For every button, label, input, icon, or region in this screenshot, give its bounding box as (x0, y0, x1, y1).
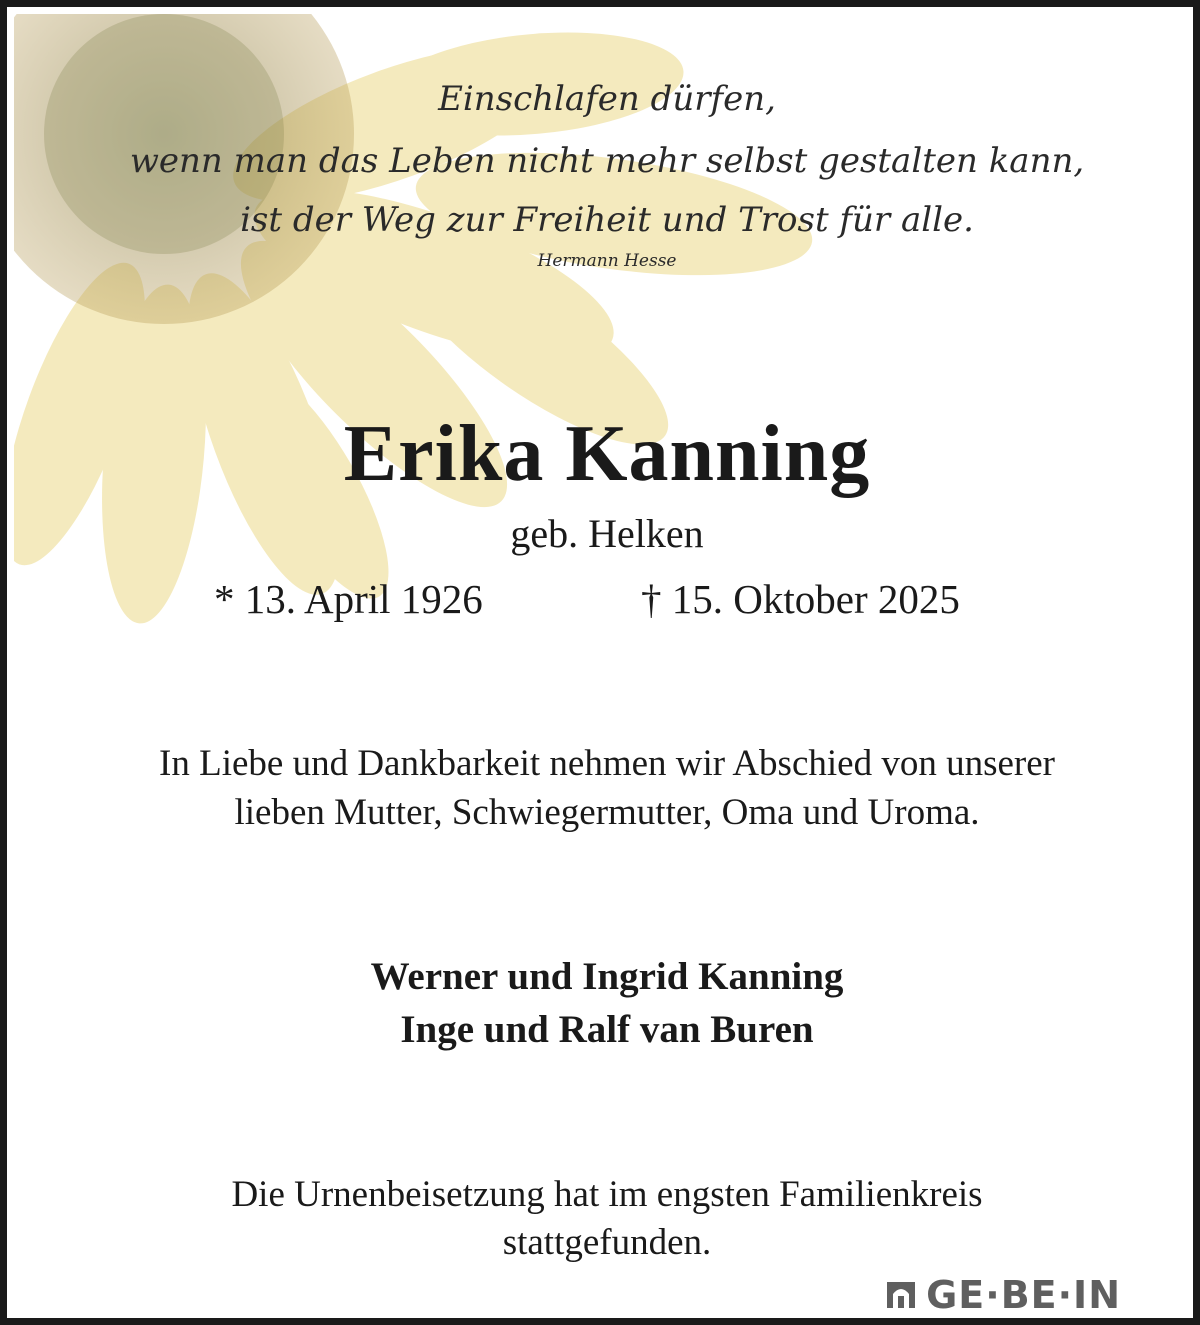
publisher-logo (870, 1272, 1135, 1318)
gebein-emblem-icon (884, 1278, 918, 1312)
publisher-logo-text: GE·BE·IN (926, 1273, 1121, 1317)
quote-author: Hermann Hesse (537, 251, 677, 271)
burial-notice-line-1: Die Urnenbeisetzung hat im engsten Familienkreis (231, 1174, 983, 1215)
quote-line-3: ist der Weg zur Freiheit und Trost für alle. (240, 200, 974, 240)
quote-line-2: wenn man das Leben nicht mehr selbst gestalten kann, (129, 141, 1085, 181)
deceased-name: Erika Kanning (343, 410, 871, 498)
farewell-message-line-2: lieben Mutter, Schwiegermutter, Oma und Uroma. (234, 792, 980, 833)
farewell-message-line-1: In Liebe und Dankbarkeit nehmen wir Abschied von unserer (159, 743, 1055, 784)
mourners-line-1: Werner und Ingrid Kanning (370, 955, 844, 998)
mourners-line-2: Inge und Ralf van Buren (400, 1008, 814, 1051)
birth-date: * 13. April 1926 (214, 576, 483, 622)
death-date: † 15. Oktober 2025 (641, 576, 960, 622)
quote-line-1: Einschlafen dürfen, (438, 79, 776, 119)
burial-notice-line-2: stattgefunden. (502, 1222, 712, 1263)
birth-name: geb. Helken (510, 511, 704, 556)
